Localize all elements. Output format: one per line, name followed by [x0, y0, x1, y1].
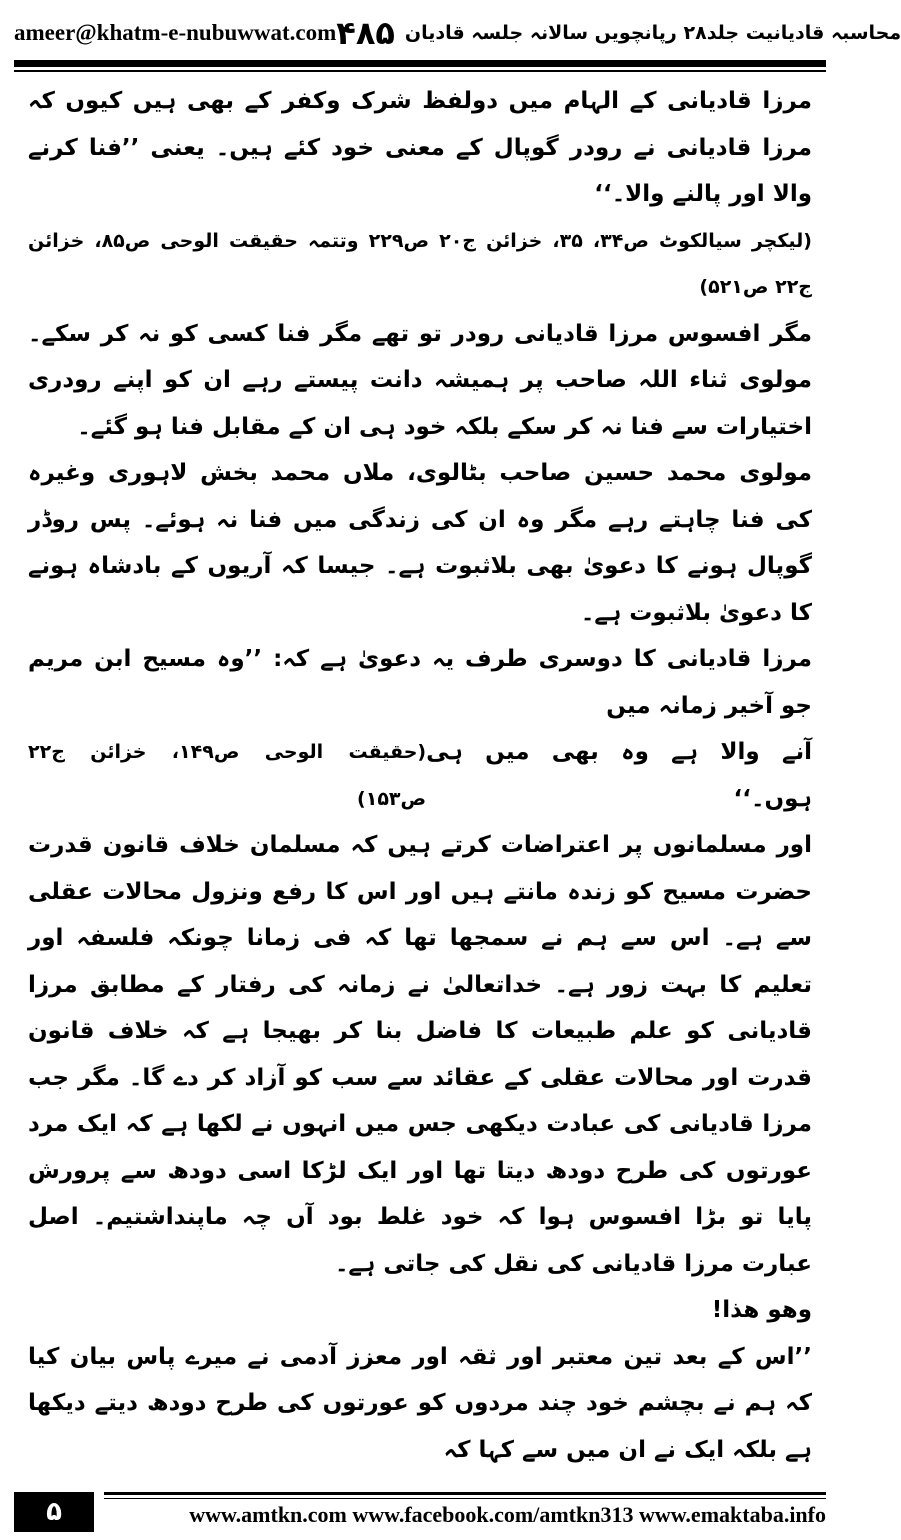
header-title-group: [336, 14, 901, 52]
paragraph-3: مولوی محمد حسین صاحب بٹالوی، ملاں محمد بخش لاہوری وغیرہ کی فنا چاہتے رہے مگر وہ ان کی زندگی میں فنا نہ ہوئے۔ پس روڈر گوپال ہونے کا دعویٰ بھی بلاثبوت ہے۔ جیسا کہ آریوں کے بادشاہ ہونے کا دعویٰ بلاثبوت ہے۔: [28, 460, 812, 626]
paragraph-2: مگر افسوس مرزا قادیانی رودر تو تھے مگر فنا کسی کو نہ کر سکے۔ مولوی ثناء اللہ صاحب پر ہمیشہ دانت پیستے رہے ان کو اپنے رودری اختیارات سے فنا نہ کر سکے بلکہ خود ہی ان کے مقابل فنا ہو گئے۔: [28, 320, 812, 440]
footer-page-box: ۵: [14, 1492, 94, 1532]
reference-2: (حقیقت الوحی ص۱۴۹، خزائن ج۲۲ ص۱۵۳): [28, 741, 427, 810]
header-title: محاسبہ قادیانیت جلد۲۸ رپانچویں سالانہ جلسہ قادیان: [404, 22, 901, 44]
page-header: [14, 10, 901, 56]
page-footer: [14, 1492, 826, 1532]
paragraph-1: مرزا قادیانی کے الہام میں دولفظ شرک وکفر کے بھی ہیں کیوں کہ مرزا قادیانی نے رودر گوپال کے معنی خود کئے ہیں۔ یعنی ’’فنا کرنے والا اور پالنے والا۔‘‘: [28, 88, 812, 207]
header-page-number: ۴۸۵: [336, 14, 395, 52]
page-content: [28, 78, 812, 1473]
header-email: ameer@khatm-e-nubuwwat.com: [14, 20, 337, 45]
reference-1: (لیکچر سیالکوٹ ص۳۴، ۳۵، خزائن ج۲۰ ص۲۲۹ وتتمہ حقیقت الوحی ص۸۵، خزائن ج۲۲ ص۵۲۱): [28, 229, 812, 298]
paragraph-7: ’’اس کے بعد تین معتبر اور ثقہ اور معزز آدمی نے میرے پاس بیان کیا کہ ہم نے بچشم خود چند مردوں کو عورتوں کی طرح دودھ دیتے دیکھا ہے بلکہ ایک نے ان میں سے کہا کہ: [28, 1343, 812, 1463]
paragraph-4-end: آنے والا ہے وہ بھی میں ہی ہوں۔‘‘: [426, 739, 812, 812]
paragraph-4-end-line: [28, 729, 812, 822]
paragraph-5: اور مسلمانوں پر اعتراضات کرتے ہیں کہ مسلمان خلاف قانون قدرت حضرت مسیح کو زندہ مانتے ہیں اور اس کا رفع ونزول محالات عقلی سے ہے۔ اس سے ہم نے سمجھا تھا کہ فی زمانا چونکہ فلسفہ اور تعلیم کا بہت زور ہے۔ خداتعالیٰ نے زمانہ کی رفتار کے مطابق مرزا قادیانی کو علم طبیعات کا فاضل بنا کر بھیجا ہے کہ خلاف قانون قدرت اور محالات عقلی کے عقائد سے سب کو آزاد کر دے گا۔ مگر جب مرزا قادیانی کی عبادت دیکھی جس میں انہوں نے لکھا ہے کہ ایک مرد عورتوں کی طرح دودھ دیتا تھا اور ایک لڑکا اسی دودھ سے پرورش پایا تو بڑا افسوس ہوا کہ خود غلط بود آں چہ ماپنداشتیم۔ اصل عبارت مرزا قادیانی کی نقل کی جاتی ہے۔: [28, 832, 812, 1277]
paragraph-6: وھو ھذا!: [711, 1297, 812, 1323]
paragraph-4: مرزا قادیانی کا دوسری طرف یہ دعویٰ ہے کہ: ’’وہ مسیح ابن مریم جو آخیر زمانہ میں: [28, 646, 812, 719]
footer-rule-thick: [104, 1492, 826, 1495]
footer-rule-thin: [104, 1498, 826, 1499]
footer-links: www.amtkn.com www.facebook.com/amtkn313 www.emaktaba.info: [189, 1502, 826, 1527]
header-rule-thin: [14, 70, 826, 72]
header-rule-thick: [14, 60, 826, 67]
